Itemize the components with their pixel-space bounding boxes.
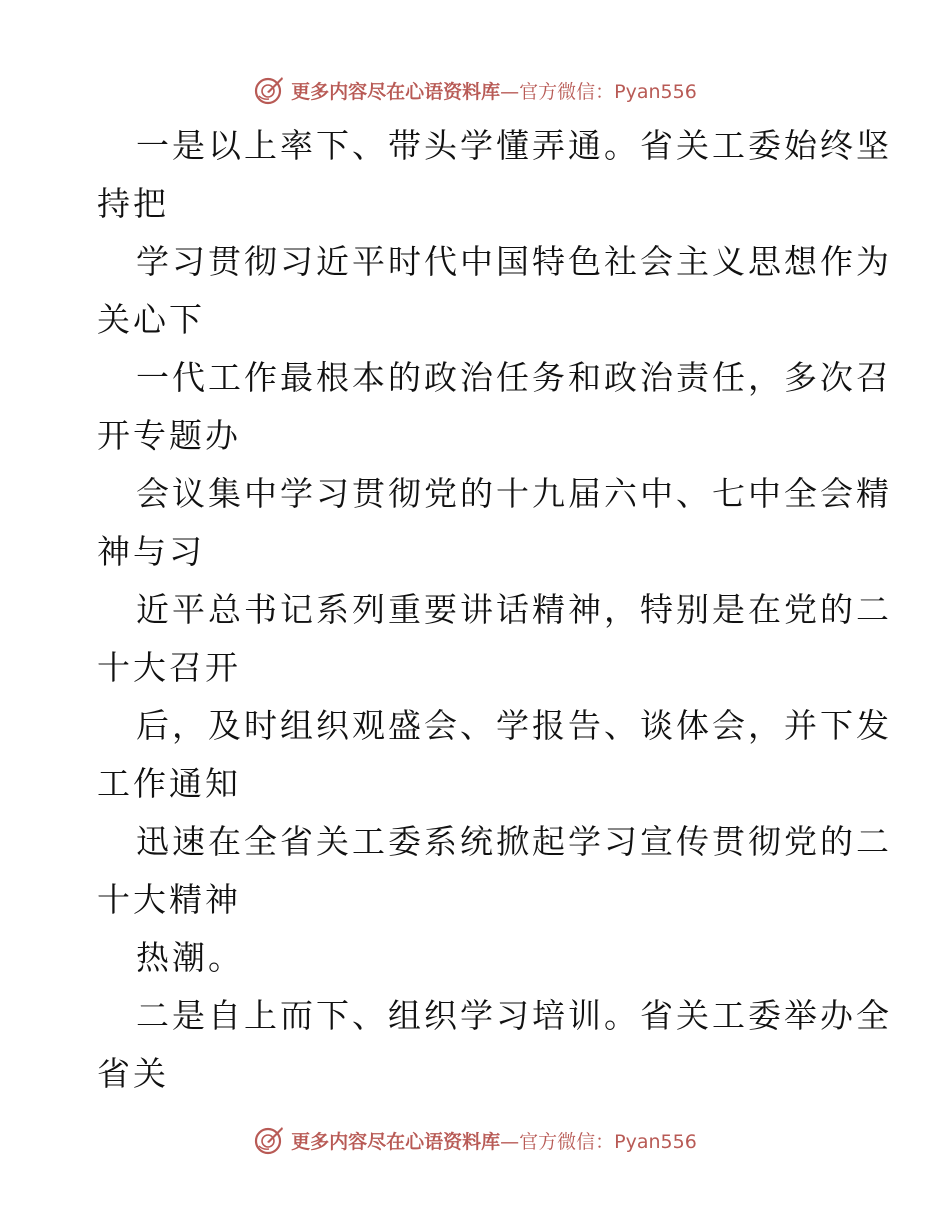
text-line: 十大精神 bbox=[97, 880, 241, 919]
text-line: 一代工作最根本的政治任务和政治责任，多次召 bbox=[136, 358, 892, 397]
quill-seal-icon bbox=[253, 74, 285, 106]
banner-site-text: 更多内容尽在心语资料库 bbox=[291, 1130, 501, 1153]
banner-dash: — bbox=[500, 80, 520, 103]
text-line: 会议集中学习贯彻党的十九届六中、七中全会精 bbox=[136, 474, 892, 513]
banner-site-text: 更多内容尽在心语资料库 bbox=[291, 80, 501, 103]
banner-wechat-text: 官方微信：Pyan556 bbox=[519, 1130, 697, 1153]
text-line: 十大召开 bbox=[97, 648, 241, 687]
text-line: 关心下 bbox=[97, 300, 205, 339]
text-line: 工作通知 bbox=[97, 764, 241, 803]
text-line: 近平总书记系列重要讲话精神，特别是在党的二 bbox=[136, 590, 892, 629]
text-line: 持把 bbox=[97, 184, 169, 223]
text-line: 热潮。 bbox=[136, 938, 244, 977]
footer-banner bbox=[0, 1120, 950, 1160]
quill-seal-icon bbox=[253, 1124, 285, 1156]
banner-dash: — bbox=[500, 1130, 520, 1153]
text-line: 一是以上率下、带头学懂弄通。省关工委始终坚 bbox=[136, 126, 892, 165]
text-line: 省关 bbox=[97, 1054, 169, 1093]
text-line: 二是自上而下、组织学习培训。省关工委举办全 bbox=[136, 996, 892, 1035]
text-line: 迅速在全省关工委系统掀起学习宣传贯彻党的二 bbox=[136, 822, 892, 861]
text-line: 神与习 bbox=[97, 532, 205, 571]
text-line: 后，及时组织观盛会、学报告、谈体会，并下发 bbox=[136, 706, 892, 745]
header-banner bbox=[0, 70, 950, 110]
banner-wechat-text: 官方微信：Pyan556 bbox=[519, 80, 697, 103]
banner-text bbox=[291, 77, 697, 104]
banner-text bbox=[291, 1127, 697, 1154]
text-line: 开专题办 bbox=[97, 416, 241, 455]
text-line: 学习贯彻习近平时代中国特色社会主义思想作为 bbox=[136, 242, 892, 281]
